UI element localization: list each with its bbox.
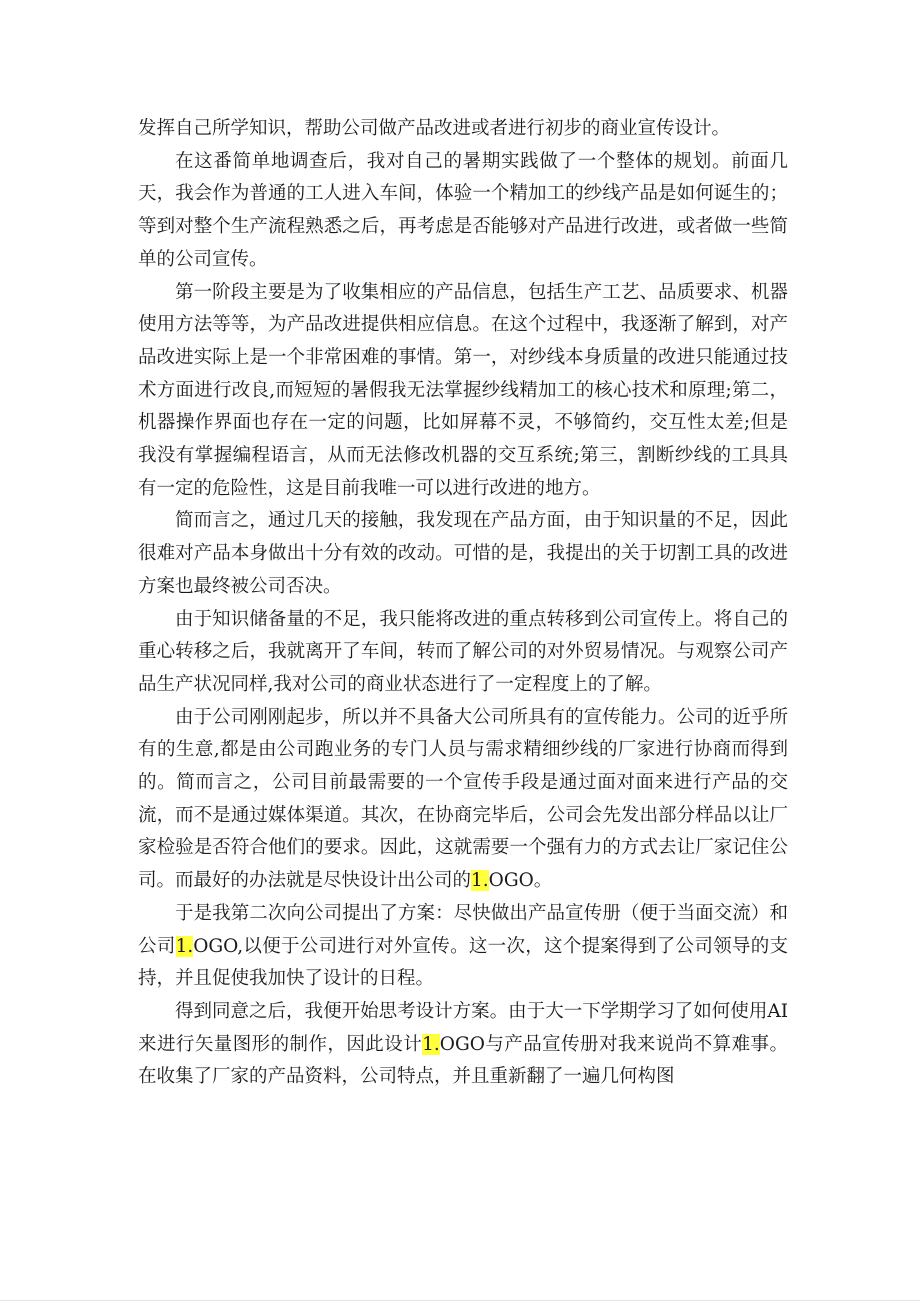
paragraph-text: 第一阶段主要是为了收集相应的产品信息，包括生产工艺、品质要求、机器使用方法等等，为产品改进提供相应信息。在这个过程中，我逐渐了解到，对产品改进实际上是一个非常困难的事情。第一，对纱线本身质量的改进只能通过技术方面进行改良,而短短的暑假我无法掌握纱线精加工的核心技术和原理;第二，机器操作界面也存在一定的问题，比如屏幕不灵，不够简约，交互性太差;但是我没有掌握编程语言，从而无法修改机器的交互系统;第三，割断纱线的工具具有一定的危险性，这是目前我唯一可以进行改进的地方。 xyxy=(138,281,788,499)
paragraph-text: 得到同意之后，我便开始思考设计方案。由于大一下学期学习了如何使用AI来进行矢量图形的制作，因此设计 xyxy=(138,1000,788,1055)
paragraph-p8 xyxy=(138,996,788,1094)
paragraph-p7 xyxy=(138,898,788,996)
paragraph-text: OGO。 xyxy=(488,870,553,892)
paragraph-text: 于是我第二次向公司提出了方案：尽快做出产品宣传册（便于当面交流）和公司 xyxy=(138,902,788,957)
paragraph-text: OGO,以便于公司进行对外宣传。这一次，这个提案得到了公司领导的支持，并且促使我加快了设计的日程。 xyxy=(138,935,788,990)
paragraph-text: 由于知识储备量的不足，我只能将改进的重点转移到公司宣传上。将自己的重心转移之后，我就离开了车间，转而了解公司的对外贸易情况。与观察公司产品生产状况同样,我对公司的商业状态进行了一定程度上的了解。 xyxy=(138,608,788,695)
paragraph-text: OGO与产品宣传册对我来说尚不算难事。在收集了厂家的产品资料，公司特点，并且重新翻了一遍几何构图 xyxy=(138,1033,788,1088)
highlighted-text: 1. xyxy=(175,935,194,957)
paragraph-p2 xyxy=(138,146,788,277)
paragraph-text: 简而言之，通过几天的接触，我发现在产品方面，由于知识量的不足，因此很难对产品本身做出十分有效的改动。可惜的是，我提出的关于切割工具的改进方案也最终被公司否决。 xyxy=(138,510,788,597)
paragraph-p6 xyxy=(138,702,788,898)
paragraph-text: 由于公司刚刚起步，所以并不具备大公司所具有的宣传能力。公司的近乎所有的生意,都是由公司跑业务的专门人员与需求精细纱线的厂家进行协商而得到的。简而言之，公司目前最需要的一个宣传手段是通过面对面来进行产品的交流，而不是通过媒体渠道。其次，在协商完毕后，公司会先发出部分样品以让厂家检验是否符合他们的要求。因此，这就需要一个强有力的方式去让厂家记住公司。而最好的办法就是尽快设计出公司的 xyxy=(138,706,788,892)
paragraph-p1 xyxy=(138,113,788,146)
highlighted-text: 1. xyxy=(422,1033,440,1055)
paragraph-p3 xyxy=(138,277,788,506)
paragraph-p5 xyxy=(138,604,788,702)
highlighted-text: 1. xyxy=(471,870,489,892)
document-body xyxy=(138,113,788,1094)
paragraph-text: 发挥自己所学知识，帮助公司做产品改进或者进行初步的商业宣传设计。 xyxy=(138,118,731,139)
paragraph-text: 在这番简单地调查后，我对自己的暑期实践做了一个整体的规划。前面几天，我会作为普通的工人进入车间，体验一个精加工的纱线产品是如何诞生的；等到对整个生产流程熟悉之后，再考虑是否能够对产品进行改进，或者做一些简单的公司宣传。 xyxy=(138,150,788,270)
paragraph-p4 xyxy=(138,505,788,603)
